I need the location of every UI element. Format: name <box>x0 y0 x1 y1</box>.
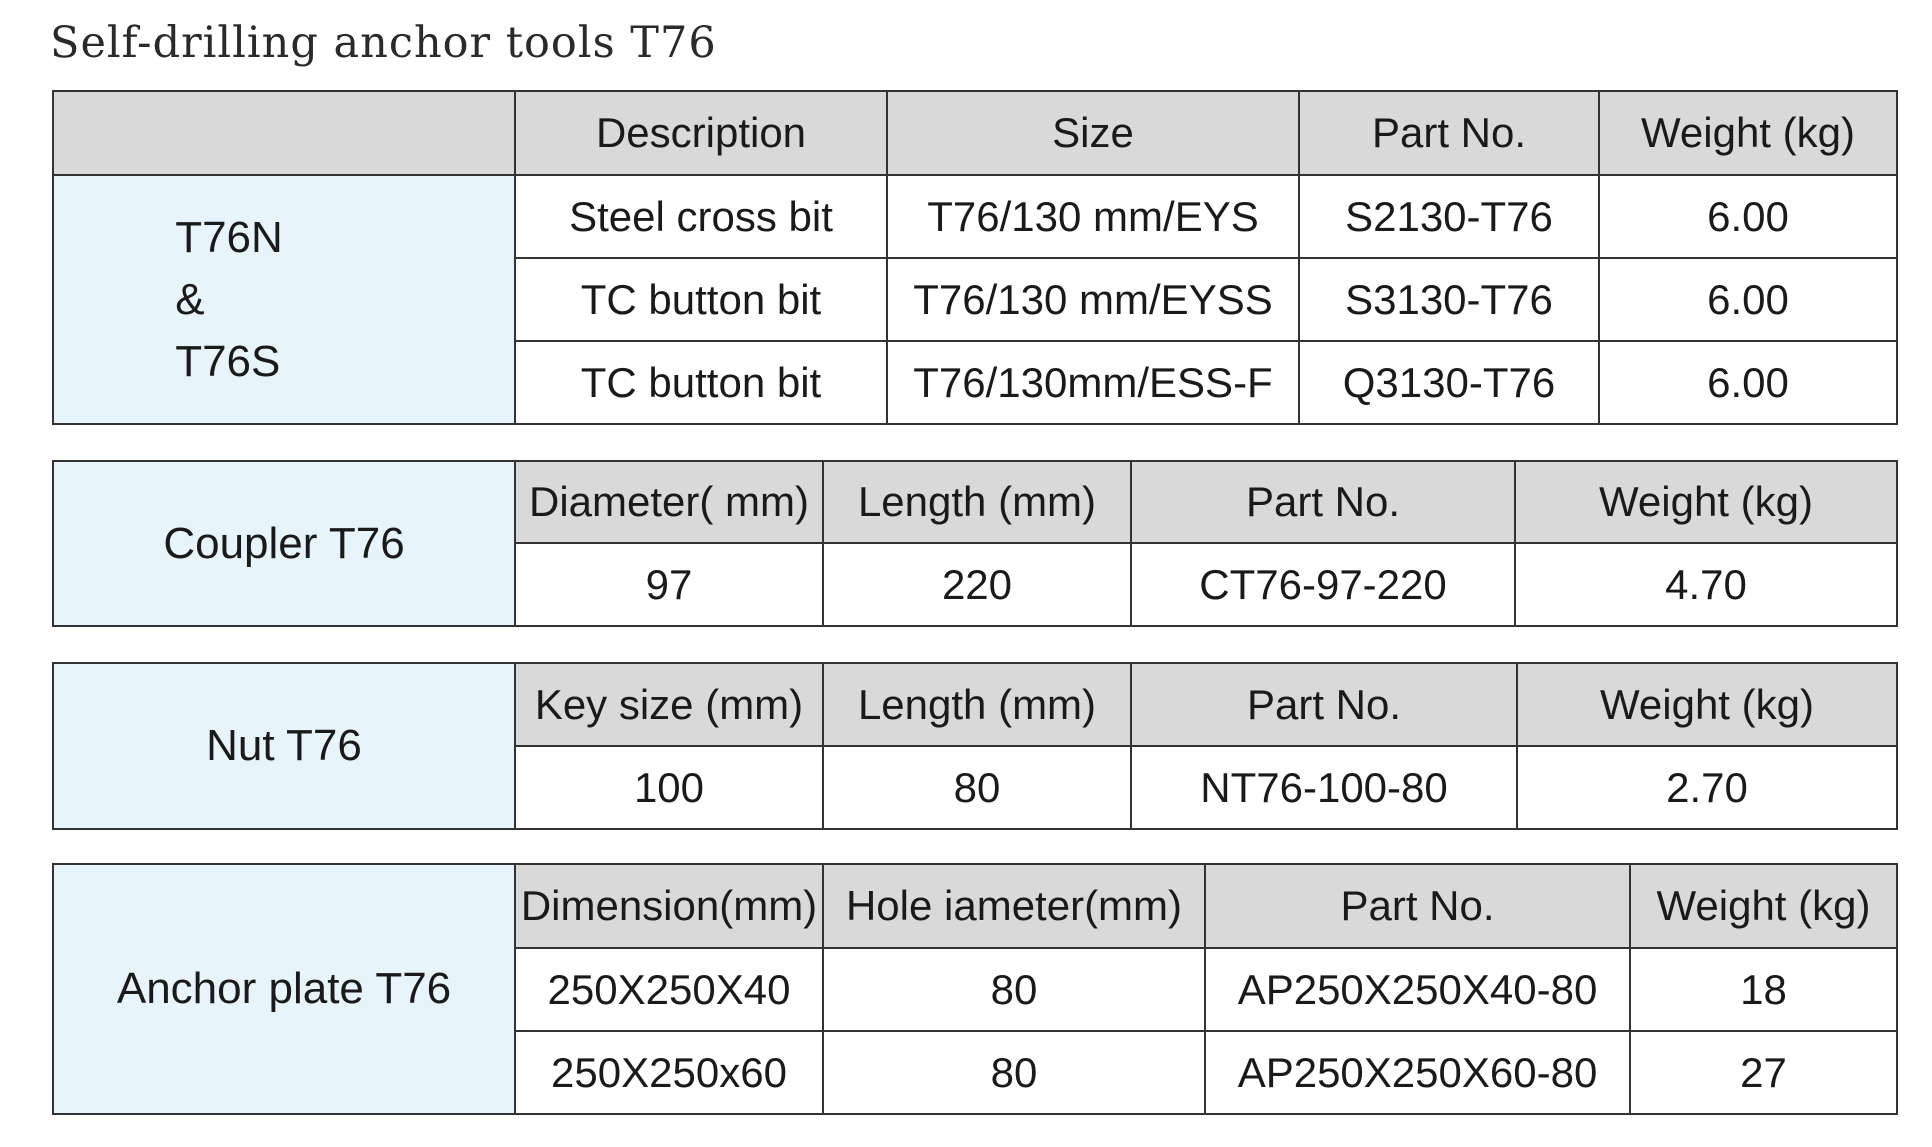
page-title: Self-drilling anchor tools T76 <box>50 18 717 68</box>
header-cell-size: Size <box>887 91 1299 175</box>
header-cell-length: Length (mm) <box>823 461 1131 543</box>
table-cell: TC button bit <box>515 341 887 424</box>
anchor-plate-table <box>52 863 1898 1115</box>
table-cell: 97 <box>515 543 823 626</box>
header-cell-empty <box>53 91 515 175</box>
table-cell: T76/130 mm/EYS <box>887 175 1299 258</box>
table-header-row <box>53 461 1897 543</box>
header-cell-hole-diameter: Hole iameter(mm) <box>823 864 1205 948</box>
coupler-table <box>52 460 1898 627</box>
table-cell: 100 <box>515 746 823 829</box>
table-cell: 2.70 <box>1517 746 1897 829</box>
table-cell: S3130-T76 <box>1299 258 1599 341</box>
table-cell: 220 <box>823 543 1131 626</box>
header-cell-weight: Weight (kg) <box>1599 91 1897 175</box>
table-cell: 250X250x60 <box>515 1031 823 1114</box>
table-cell: 6.00 <box>1599 258 1897 341</box>
table-cell: 250X250X40 <box>515 948 823 1031</box>
table-row <box>53 175 1897 258</box>
table-cell: AP250X250X40-80 <box>1205 948 1630 1031</box>
table-cell: 18 <box>1630 948 1897 1031</box>
table-cell: T76/130mm/ESS-F <box>887 341 1299 424</box>
bits-table <box>52 90 1898 425</box>
header-cell-part-no: Part No. <box>1299 91 1599 175</box>
table-header-row <box>53 663 1897 746</box>
nut-label-cell: Nut T76 <box>53 663 515 829</box>
header-cell-weight: Weight (kg) <box>1517 663 1897 746</box>
table-header-row <box>53 91 1897 175</box>
header-cell-part-no: Part No. <box>1131 663 1517 746</box>
table-cell: NT76-100-80 <box>1131 746 1517 829</box>
header-cell-dimension: Dimension(mm) <box>515 864 823 948</box>
table-cell: 4.70 <box>1515 543 1897 626</box>
nut-table <box>52 662 1898 830</box>
table-cell: T76/130 mm/EYSS <box>887 258 1299 341</box>
table-cell: CT76-97-220 <box>1131 543 1515 626</box>
header-cell-diameter: Diameter( mm) <box>515 461 823 543</box>
table-cell: AP250X250X60-80 <box>1205 1031 1630 1114</box>
label-line: T76N <box>175 212 283 262</box>
label-line: T76S <box>175 336 281 386</box>
table-cell: S2130-T76 <box>1299 175 1599 258</box>
plate-label-cell: Anchor plate T76 <box>53 864 515 1114</box>
header-cell-weight: Weight (kg) <box>1630 864 1897 948</box>
header-cell-description: Description <box>515 91 887 175</box>
table-cell: 80 <box>823 746 1131 829</box>
header-cell-weight: Weight (kg) <box>1515 461 1897 543</box>
bits-label-cell <box>53 175 515 424</box>
table-cell: Steel cross bit <box>515 175 887 258</box>
header-cell-part-no: Part No. <box>1205 864 1630 948</box>
table-cell: 27 <box>1630 1031 1897 1114</box>
label-line: & <box>175 274 205 324</box>
table-header-row <box>53 864 1897 948</box>
header-cell-part-no: Part No. <box>1131 461 1515 543</box>
table-cell: 80 <box>823 948 1205 1031</box>
table-cell: 6.00 <box>1599 341 1897 424</box>
table-cell: TC button bit <box>515 258 887 341</box>
table-cell: 6.00 <box>1599 175 1897 258</box>
coupler-label-cell: Coupler T76 <box>53 461 515 626</box>
table-cell: 80 <box>823 1031 1205 1114</box>
header-cell-length: Length (mm) <box>823 663 1131 746</box>
header-cell-key-size: Key size (mm) <box>515 663 823 746</box>
table-cell: Q3130-T76 <box>1299 341 1599 424</box>
